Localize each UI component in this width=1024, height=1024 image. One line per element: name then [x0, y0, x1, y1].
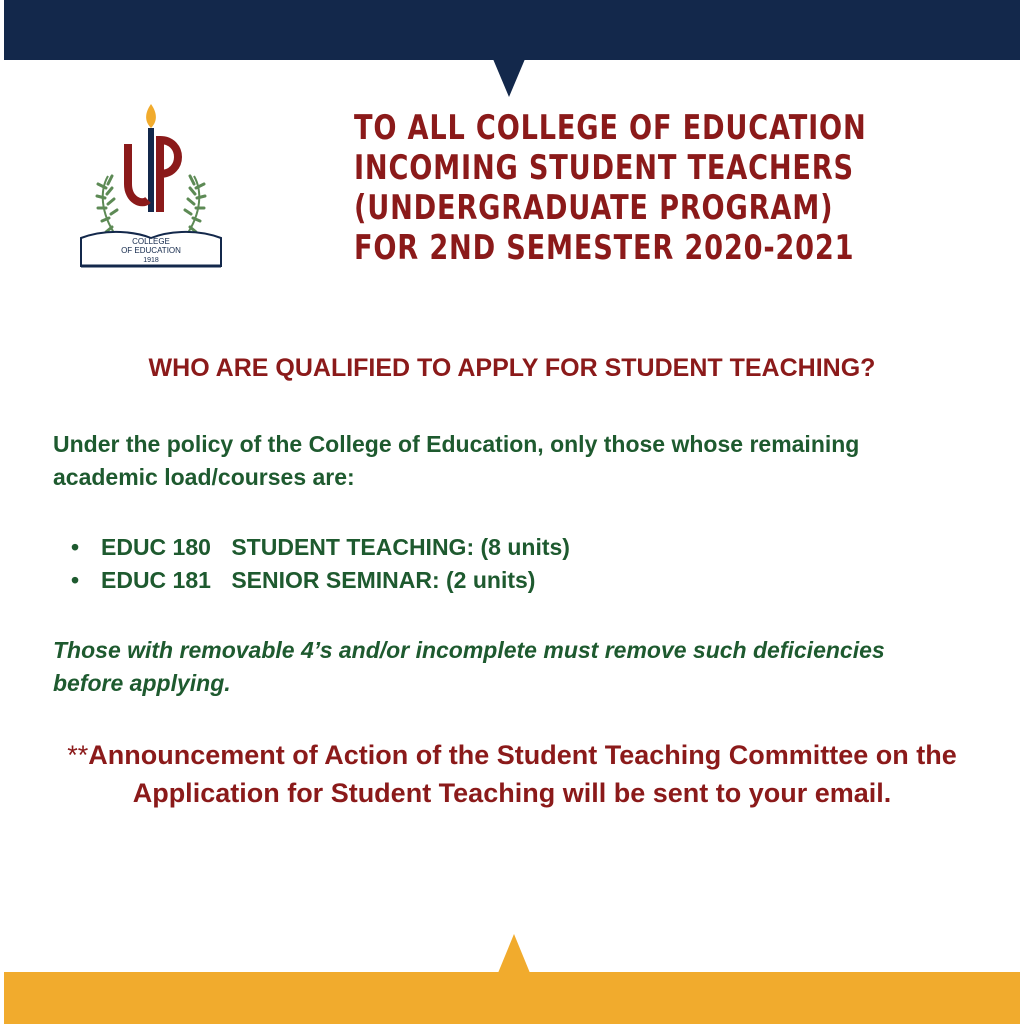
policy-text: Under the policy of the College of Education, only those whose remaining academic load/courses are: — [53, 431, 860, 490]
college-logo — [78, 100, 224, 272]
course-name: STUDENT TEACHING: — [231, 534, 475, 560]
headline-line-3: (UNDERGRADUATE PROGRAM) — [354, 188, 834, 228]
announcement-text: Announcement of Action of the Student Teaching Committee on the Application for Student Teaching will be sent to your email. — [88, 740, 957, 808]
qualification-question: WHO ARE QUALIFIED TO APPLY FOR STUDENT TEACHING? — [148, 354, 876, 382]
top-banner-notch — [493, 59, 525, 97]
course-list — [53, 531, 953, 597]
course-item — [53, 564, 953, 597]
logo-line2: OF EDUCATION — [121, 246, 181, 255]
course-name: SENIOR SEMINAR: — [231, 567, 440, 593]
course-units: (2 units) — [446, 567, 536, 593]
bottom-banner-bar — [4, 972, 1020, 1024]
course-item — [53, 531, 953, 564]
headline-line-4: FOR 2ND SEMESTER 2020-2021 — [354, 228, 855, 268]
bullet-icon: • — [71, 567, 80, 593]
headline-line-1: TO ALL COLLEGE OF EDUCATION — [354, 108, 867, 148]
course-units: (8 units) — [480, 534, 570, 560]
logo-line1: COLLEGE — [132, 237, 170, 246]
course-code: EDUC 180 — [101, 534, 211, 560]
top-banner-bar — [4, 0, 1020, 60]
course-code: EDUC 181 — [101, 567, 211, 593]
bullet-icon: • — [71, 534, 80, 560]
headline — [354, 108, 867, 268]
logo-year: 1918 — [143, 257, 159, 264]
announcement-prefix: ** — [67, 740, 89, 770]
deficiency-note: Those with removable 4’s and/or incomplete must remove such deficiencies before applying. — [53, 637, 885, 696]
bottom-banner-notch — [498, 934, 530, 973]
headline-line-2: INCOMING STUDENT TEACHERS — [354, 148, 854, 188]
announcement — [40, 736, 984, 812]
